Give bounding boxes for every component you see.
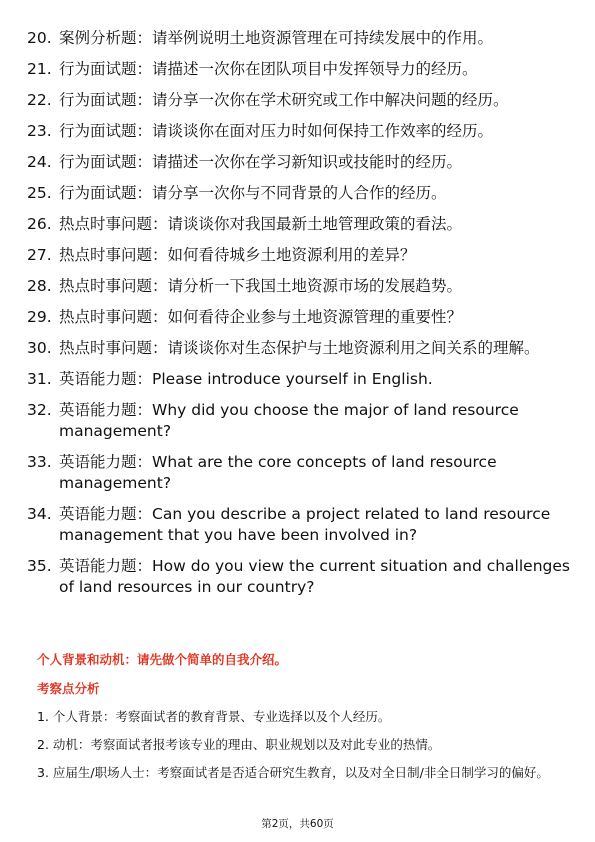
- question-number: 34.: [27, 505, 52, 523]
- page-footer: 第2页，共60页: [261, 818, 334, 830]
- analysis-point: 2. 动机：考察面试者报考该专业的理由、职业规划以及对此专业的热情。: [37, 737, 441, 752]
- question-text: 英语能力题：Why did you choose the major of land resource management?: [59, 401, 519, 440]
- question-text: 行为面试题：请描述一次你在学习新知识或技能时的经历。: [59, 153, 463, 171]
- question-item: [27, 307, 572, 328]
- section-heading: 个人背景和动机：请先做个简单的自我介绍。: [37, 652, 288, 667]
- question-text: 行为面试题：请描述一次你在团队项目中发挥领导力的经历。: [59, 60, 478, 78]
- question-text: 热点时事问题：请分析一下我国土地资源市场的发展趋势。: [59, 277, 463, 295]
- question-number: 27.: [27, 246, 52, 264]
- question-item: [27, 28, 572, 49]
- question-number: 29.: [27, 308, 52, 326]
- analysis-point: 3. 应届生/职场人士：考察面试者是否适合研究生教育，以及对全日制/非全日制学习的偏好。: [37, 765, 549, 780]
- question-text: 英语能力题：Please introduce yourself in English.: [59, 370, 433, 388]
- question-number: 28.: [27, 277, 52, 295]
- question-item: [27, 369, 572, 390]
- question-item: [27, 452, 572, 494]
- question-text: 行为面试题：请分享一次你在学术研究或工作中解决问题的经历。: [59, 91, 509, 109]
- question-item: [27, 59, 572, 80]
- question-number: 20.: [27, 29, 52, 47]
- analysis-point: 1. 个人背景：考察面试者的教育背景、专业选择以及个人经历。: [37, 709, 391, 724]
- question-number: 30.: [27, 339, 52, 357]
- question-item: [27, 183, 572, 204]
- question-number: 23.: [27, 122, 52, 140]
- question-item: [27, 152, 572, 173]
- question-number: 35.: [27, 557, 52, 575]
- analysis-point-list: [37, 706, 572, 790]
- question-item: [27, 504, 572, 546]
- analysis-heading: 考察点分析: [37, 681, 100, 696]
- question-text: 热点时事问题：如何看待企业参与土地资源管理的重要性？: [59, 308, 463, 326]
- question-item: [27, 245, 572, 266]
- question-item: [27, 556, 572, 598]
- question-text: 行为面试题：请分享一次你与不同背景的人合作的经历。: [59, 184, 447, 202]
- question-number: 31.: [27, 370, 52, 388]
- question-text: 英语能力题：How do you view the current situation and challenges of land resources in our country?: [59, 557, 570, 596]
- question-number: 21.: [27, 60, 52, 78]
- question-text: 英语能力题：What are the core concepts of land resource management?: [59, 453, 497, 492]
- question-number: 25.: [27, 184, 52, 202]
- question-list: [27, 28, 572, 608]
- question-text: 案例分析题：请举例说明土地资源管理在可持续发展中的作用。: [59, 29, 494, 47]
- question-item: [27, 276, 572, 297]
- question-text: 热点时事问题：如何看待城乡土地资源利用的差异？: [59, 246, 416, 264]
- question-item: [27, 400, 572, 442]
- question-text: 英语能力题：Can you describe a project related to land resource management that you have been involved in?: [59, 505, 551, 544]
- question-number: 22.: [27, 91, 52, 109]
- question-number: 33.: [27, 453, 52, 471]
- question-item: [27, 90, 572, 111]
- question-item: [27, 338, 572, 359]
- question-text: 热点时事问题：请谈谈你对生态保护与土地资源利用之间关系的理解。: [59, 339, 540, 357]
- question-number: 24.: [27, 153, 52, 171]
- question-number: 32.: [27, 401, 52, 419]
- question-item: [27, 121, 572, 142]
- question-text: 行为面试题：请谈谈你在面对压力时如何保持工作效率的经历。: [59, 122, 494, 140]
- question-item: [27, 214, 572, 235]
- question-number: 26.: [27, 215, 52, 233]
- question-text: 热点时事问题：请谈谈你对我国最新土地管理政策的看法。: [59, 215, 463, 233]
